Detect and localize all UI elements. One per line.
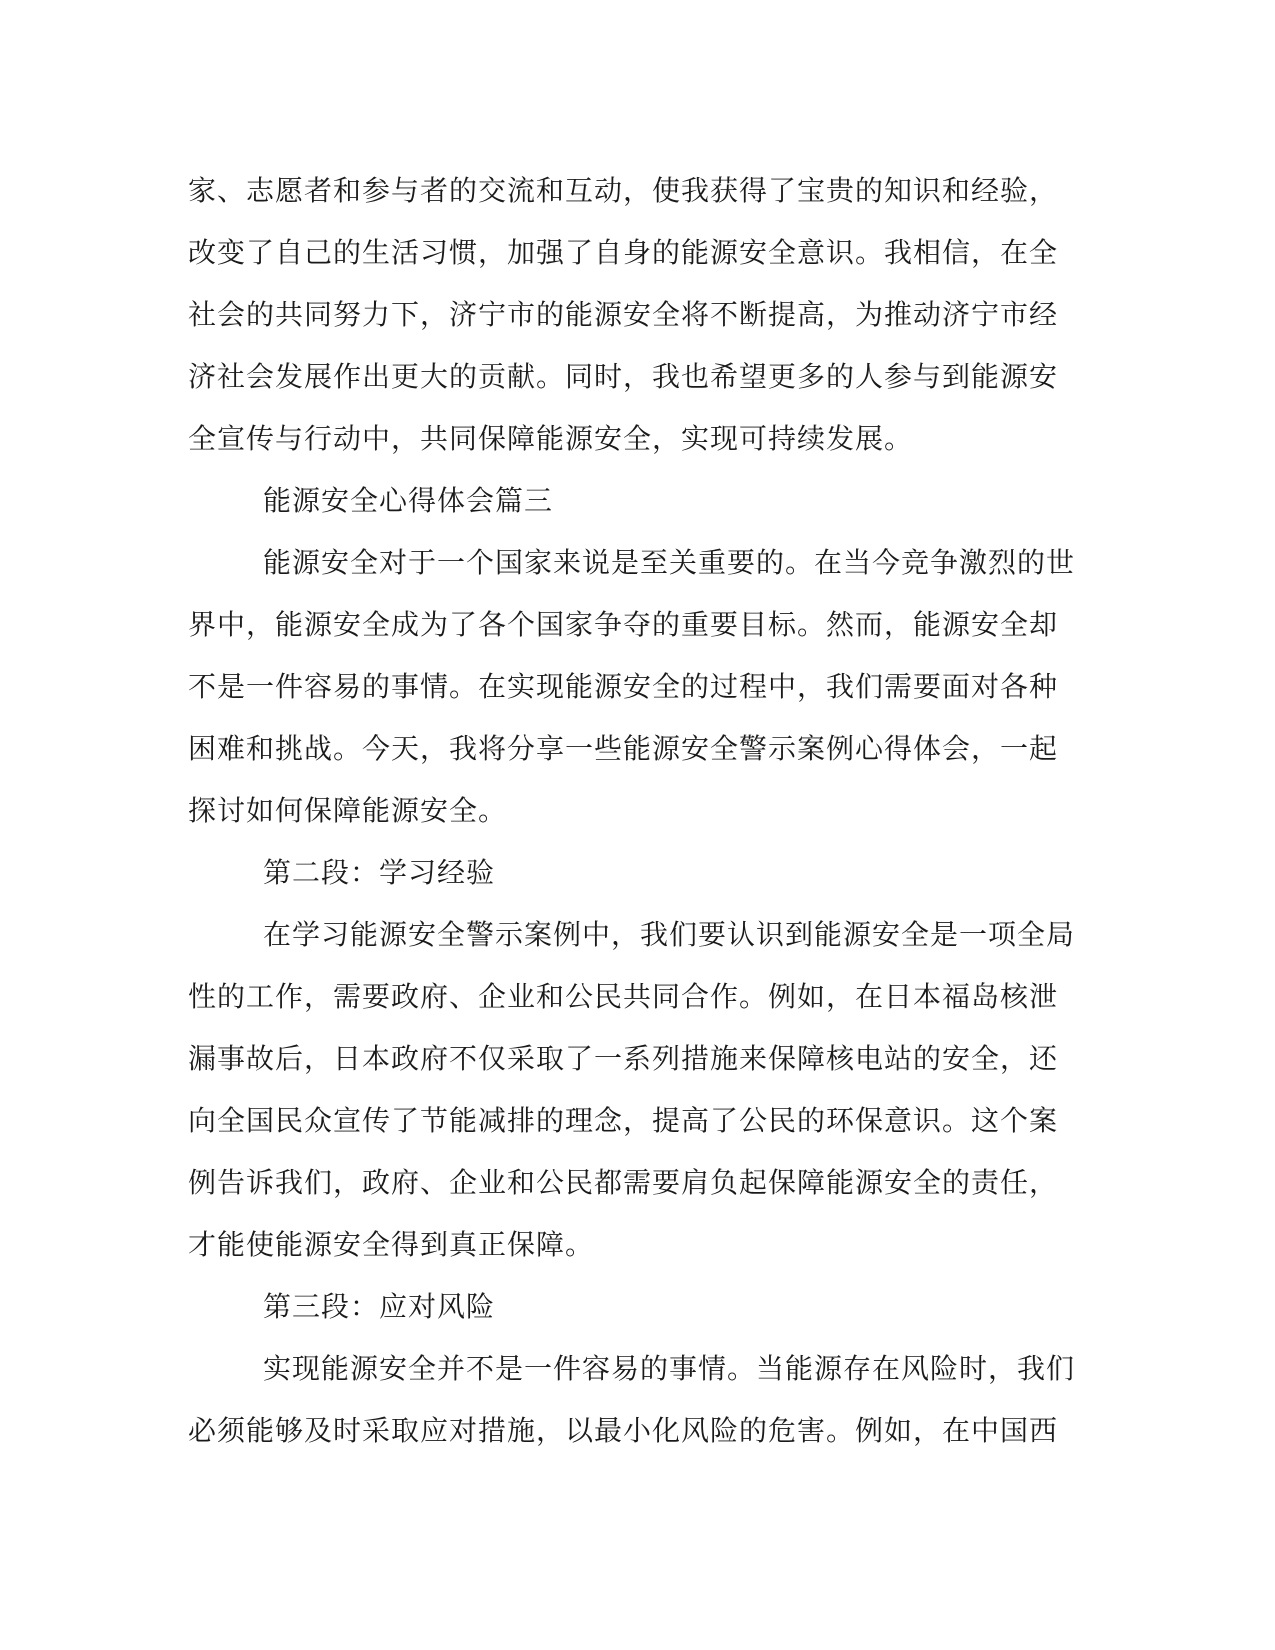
paragraph-risk [188,1338,1088,1462]
paragraph-continuation [188,160,1088,470]
text-line: 社会的共同努力下，济宁市的能源安全将不断提高，为推动济宁市经 [188,298,1059,331]
text-line: 例告诉我们，政府、企业和公民都需要肩负起保障能源安全的责任， [188,1166,1059,1199]
text-line: 全宣传与行动中，共同保障能源安全，实现可持续发展。 [188,422,914,455]
text-line: 困难和挑战。今天，我将分享一些能源安全警示案例心得体会，一起 [188,732,1059,765]
paragraph-intro [188,532,1088,842]
document-body [188,160,1088,1462]
text-line: 在学习能源安全警示案例中，我们要认识到能源安全是一项全局 [263,918,1076,951]
paragraph-learning [188,904,1088,1276]
text-line: 家、志愿者和参与者的交流和互动，使我获得了宝贵的知识和经验， [188,174,1059,207]
text-line: 界中，能源安全成为了各个国家争夺的重要目标。然而，能源安全却 [188,608,1059,641]
text-line: 性的工作，需要政府、企业和公民共同合作。例如，在日本福岛核泄 [188,980,1059,1013]
text-line: 才能使能源安全得到真正保障。 [188,1228,595,1261]
heading-learning-experience: 第二段：学习经验 [263,856,496,889]
text-line: 能源安全对于一个国家来说是至关重要的。在当今竞争激烈的世 [263,546,1076,579]
text-line: 向全国民众宣传了节能减排的理念，提高了公民的环保意识。这个案 [188,1104,1059,1137]
text-line: 探讨如何保障能源安全。 [188,794,508,827]
section-title: 能源安全心得体会篇三 [263,484,554,517]
text-line: 必须能够及时采取应对措施，以最小化风险的危害。例如，在中国西 [188,1414,1059,1447]
text-line: 改变了自己的生活习惯，加强了自身的能源安全意识。我相信，在全 [188,236,1059,269]
text-line: 漏事故后，日本政府不仅采取了一系列措施来保障核电站的安全，还 [188,1042,1059,1075]
text-line: 济社会发展作出更大的贡献。同时，我也希望更多的人参与到能源安 [188,360,1059,393]
heading-risk-response: 第三段：应对风险 [263,1290,496,1323]
text-line: 实现能源安全并不是一件容易的事情。当能源存在风险时，我们 [263,1352,1076,1385]
text-line: 不是一件容易的事情。在实现能源安全的过程中，我们需要面对各种 [188,670,1059,703]
